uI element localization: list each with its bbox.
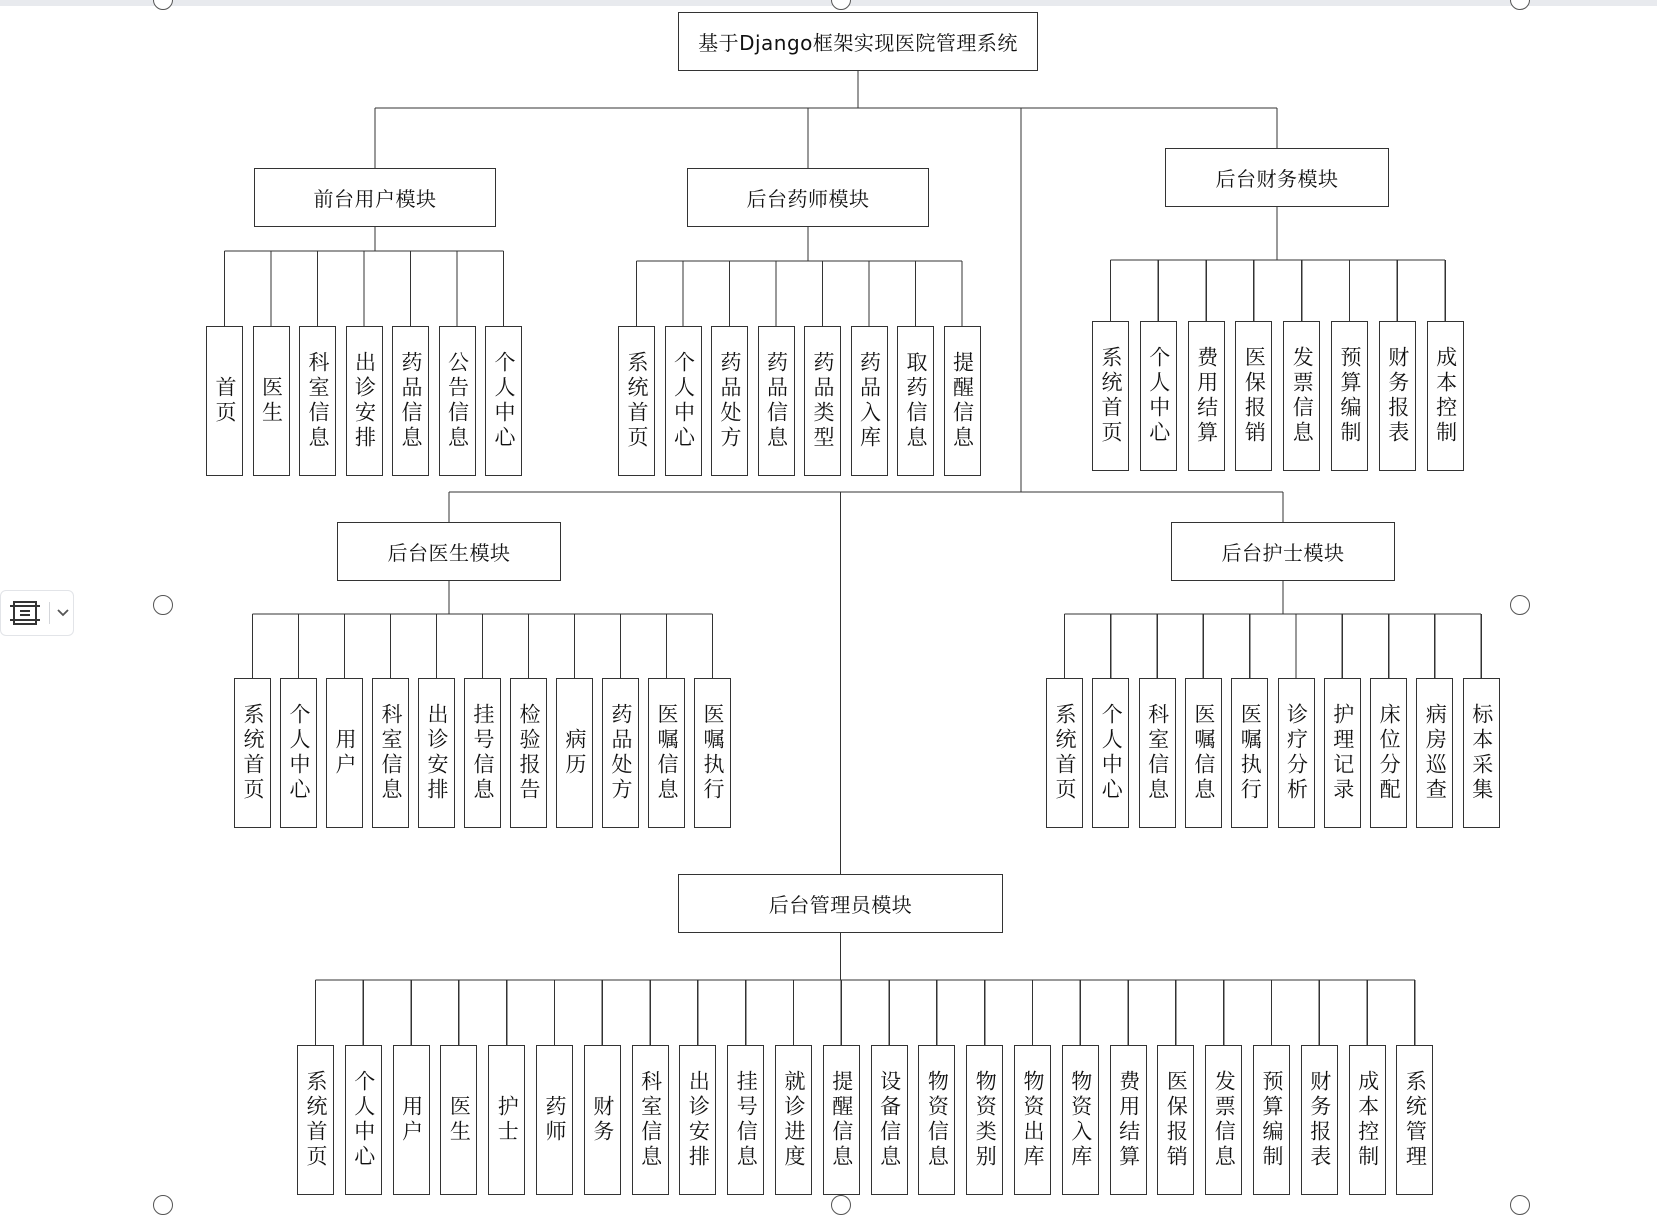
leaf-admin-10[interactable]: 就诊进度 [775, 1045, 812, 1195]
leaf-pharm-2[interactable]: 药品处方 [711, 326, 748, 476]
leaf-doc-4[interactable]: 出诊安排 [418, 678, 455, 828]
leaf-doc-0[interactable]: 系统首页 [234, 678, 271, 828]
module-label: 前台用户模块 [313, 187, 437, 211]
module-label: 后台医生模块 [387, 541, 511, 565]
leaf-admin-5[interactable]: 药师 [536, 1045, 573, 1195]
leaf-admin-2[interactable]: 用户 [393, 1045, 430, 1195]
module-user[interactable] [254, 168, 496, 227]
leaf-pharm-7[interactable]: 提醒信息 [944, 326, 981, 476]
root-node-label: 基于Django框架实现医院管理系统 [698, 31, 1018, 55]
leaf-nurse-6[interactable]: 护理记录 [1324, 678, 1361, 828]
module-label: 后台护士模块 [1221, 541, 1345, 565]
leaf-nurse-1[interactable]: 个人中心 [1092, 678, 1129, 828]
leaf-doc-9[interactable]: 医嘱信息 [648, 678, 685, 828]
leaf-admin-6[interactable]: 财务 [584, 1045, 621, 1195]
leaf-doc-2[interactable]: 用户 [326, 678, 363, 828]
leaf-admin-17[interactable]: 费用结算 [1110, 1045, 1147, 1195]
leaf-nurse-4[interactable]: 医嘱执行 [1231, 678, 1268, 828]
leaf-doc-3[interactable]: 科室信息 [372, 678, 409, 828]
leaf-doc-5[interactable]: 挂号信息 [464, 678, 501, 828]
leaf-admin-21[interactable]: 财务报表 [1301, 1045, 1338, 1195]
leaf-admin-14[interactable]: 物资类别 [966, 1045, 1003, 1195]
leaf-admin-16[interactable]: 物资入库 [1062, 1045, 1099, 1195]
leaf-user-0[interactable]: 首页 [206, 326, 243, 476]
leaf-nurse-3[interactable]: 医嘱信息 [1185, 678, 1222, 828]
selection-handle-bottom-right[interactable] [1510, 1195, 1530, 1215]
selection-handle-bottom-center[interactable] [831, 1195, 851, 1215]
leaf-fin-1[interactable]: 个人中心 [1140, 321, 1177, 471]
leaf-user-4[interactable]: 药品信息 [392, 326, 429, 476]
leaf-fin-7[interactable]: 成本控制 [1427, 321, 1464, 471]
leaf-pharm-3[interactable]: 药品信息 [758, 326, 795, 476]
leaf-pharm-5[interactable]: 药品入库 [851, 326, 888, 476]
leaf-admin-18[interactable]: 医保报销 [1157, 1045, 1194, 1195]
leaf-admin-4[interactable]: 护士 [488, 1045, 525, 1195]
leaf-admin-13[interactable]: 物资信息 [918, 1045, 955, 1195]
leaf-fin-3[interactable]: 医保报销 [1235, 321, 1272, 471]
leaf-doc-8[interactable]: 药品处方 [602, 678, 639, 828]
leaf-user-3[interactable]: 出诊安排 [346, 326, 383, 476]
leaf-pharm-6[interactable]: 取药信息 [897, 326, 934, 476]
leaf-nurse-7[interactable]: 床位分配 [1370, 678, 1407, 828]
leaf-nurse-0[interactable]: 系统首页 [1046, 678, 1083, 828]
leaf-user-1[interactable]: 医生 [253, 326, 290, 476]
leaf-doc-10[interactable]: 医嘱执行 [694, 678, 731, 828]
leaf-admin-1[interactable]: 个人中心 [345, 1045, 382, 1195]
leaf-admin-15[interactable]: 物资出库 [1014, 1045, 1051, 1195]
leaf-pharm-4[interactable]: 药品类型 [804, 326, 841, 476]
module-label: 后台管理员模块 [768, 893, 913, 917]
leaf-doc-6[interactable]: 检验报告 [510, 678, 547, 828]
leaf-fin-4[interactable]: 发票信息 [1283, 321, 1320, 471]
chevron-down-icon[interactable] [56, 608, 70, 618]
leaf-admin-20[interactable]: 预算编制 [1253, 1045, 1290, 1195]
leaf-admin-19[interactable]: 发票信息 [1205, 1045, 1242, 1195]
root-node[interactable] [678, 12, 1038, 71]
leaf-admin-0[interactable]: 系统首页 [297, 1045, 334, 1195]
module-nurse[interactable] [1171, 522, 1395, 581]
leaf-fin-0[interactable]: 系统首页 [1092, 321, 1129, 471]
module-finance[interactable] [1165, 148, 1389, 207]
leaf-pharm-0[interactable]: 系统首页 [618, 326, 655, 476]
module-doctor[interactable] [337, 522, 561, 581]
leaf-user-6[interactable]: 个人中心 [485, 326, 522, 476]
leaf-admin-22[interactable]: 成本控制 [1349, 1045, 1386, 1195]
module-pharmacist[interactable] [687, 168, 929, 227]
leaf-user-5[interactable]: 公告信息 [439, 326, 476, 476]
leaf-fin-5[interactable]: 预算编制 [1331, 321, 1368, 471]
toolbar-separator [49, 602, 50, 624]
leaf-doc-7[interactable]: 病历 [556, 678, 593, 828]
leaf-nurse-5[interactable]: 诊疗分析 [1278, 678, 1315, 828]
leaf-user-2[interactable]: 科室信息 [299, 326, 336, 476]
leaf-nurse-8[interactable]: 病房巡查 [1416, 678, 1453, 828]
leaf-doc-1[interactable]: 个人中心 [280, 678, 317, 828]
leaf-admin-23[interactable]: 系统管理 [1396, 1045, 1433, 1195]
leaf-admin-9[interactable]: 挂号信息 [727, 1045, 764, 1195]
frame-icon [9, 598, 43, 628]
module-label: 后台药师模块 [746, 187, 870, 211]
leaf-fin-6[interactable]: 财务报表 [1379, 321, 1416, 471]
leaf-admin-3[interactable]: 医生 [440, 1045, 477, 1195]
leaf-pharm-1[interactable]: 个人中心 [665, 326, 702, 476]
module-admin[interactable] [678, 874, 1003, 933]
leaf-nurse-9[interactable]: 标本采集 [1463, 678, 1500, 828]
leaf-fin-2[interactable]: 费用结算 [1188, 321, 1225, 471]
leaf-nurse-2[interactable]: 科室信息 [1139, 678, 1176, 828]
selection-handle-bottom-left[interactable] [153, 1195, 173, 1215]
leaf-admin-8[interactable]: 出诊安排 [679, 1045, 716, 1195]
frame-tool-button[interactable] [0, 590, 74, 636]
leaf-admin-11[interactable]: 提醒信息 [823, 1045, 860, 1195]
selection-handle-middle-right[interactable] [1510, 595, 1530, 615]
leaf-admin-12[interactable]: 设备信息 [871, 1045, 908, 1195]
leaf-admin-7[interactable]: 科室信息 [632, 1045, 669, 1195]
selection-handle-middle-left[interactable] [153, 595, 173, 615]
module-label: 后台财务模块 [1215, 167, 1339, 191]
